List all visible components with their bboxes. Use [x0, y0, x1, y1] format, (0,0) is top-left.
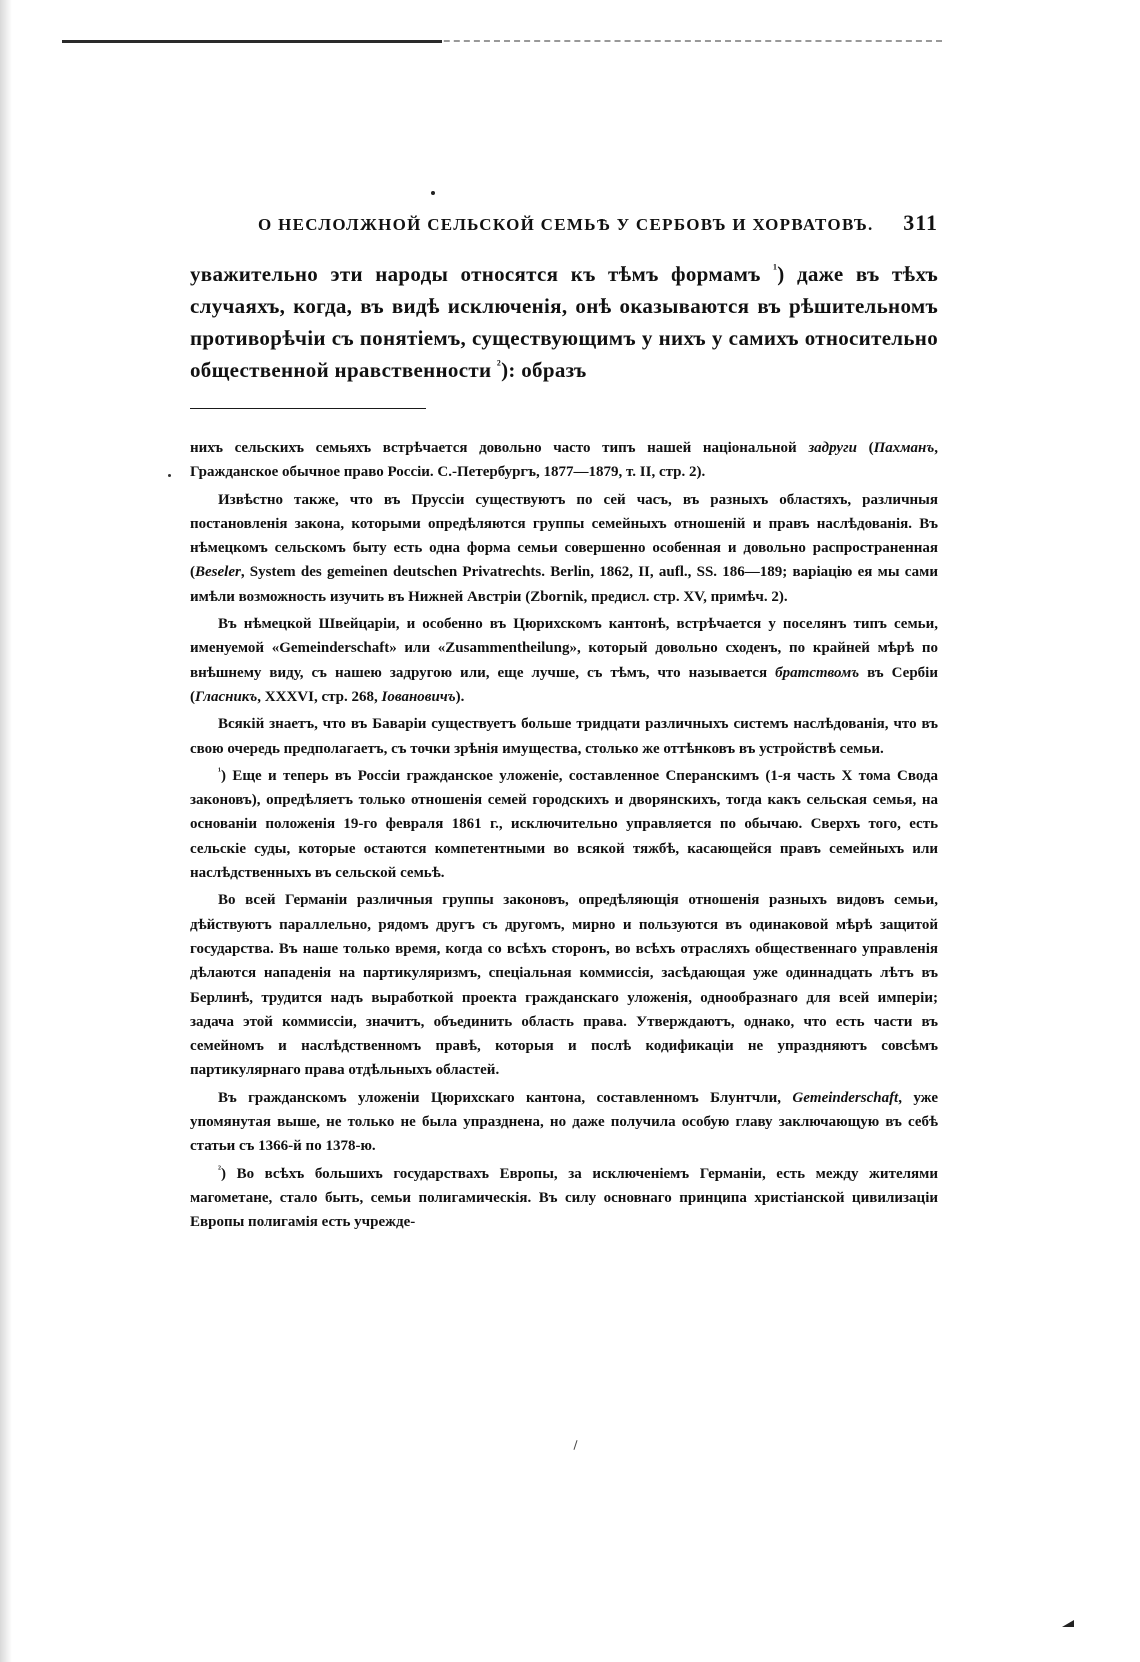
source-name: Гласникъ — [195, 688, 258, 705]
footnote-marker-2: ² — [218, 1163, 221, 1175]
stray-ink-mark — [573, 1440, 577, 1450]
italic-term: братствомъ — [775, 664, 860, 681]
page-header — [258, 210, 938, 236]
footnote-separator — [190, 408, 426, 409]
footnote-marker-1: ¹ — [218, 765, 221, 777]
main-text-block — [190, 258, 938, 386]
author-name: Іовановичъ — [381, 688, 456, 705]
scan-edge-shadow — [0, 0, 12, 1662]
note-paragraph: Во всей Германіи различныя группы законовъ, опредѣляющія отношенія разныхъ видовъ семьи, дѣйствуютъ параллельно, рядомъ другъ съ другомъ, мирно и пользуются въ одинаковой мѣрѣ защитой государства. Въ наше только время, когда со всѣхъ сторонъ, во всѣхъ отрасляхъ общественнаго управленія дѣлаются нападенія на партикуляризмъ, спеціальная коммиссія, засѣдающая уже одиннадцать лѣтъ въ Берлинѣ, трудится надъ выработкой проекта гражданскаго уложенія, однообразнаго для всей имперіи; задача этой коммиссіи, значитъ, объединить область права. Утверждаютъ, однако, что есть части въ семейномъ и наслѣдственномъ правѣ, которыя и послѣ кодификаціи не упраздняютъ совсѣмъ партикулярнаго права отдѣльныхъ областей. — [190, 892, 938, 1079]
margin-mark — [168, 474, 171, 477]
top-scan-rule-solid — [62, 40, 442, 43]
footnotes-block — [190, 436, 938, 1238]
note-paragraph: Всякій знаетъ, что въ Баваріи существуетъ больше тридцати различныхъ системъ наслѣдованія, что въ свою очередь предполагаетъ, съ точки зрѣнія имущества, столько же оттѣнковъ въ устройствѣ семьи. — [190, 716, 938, 757]
author-name: Пахманъ — [873, 440, 935, 456]
author-name: Beseler — [195, 564, 241, 581]
note-paragraph: Въ нѣмецкой Швейцаріи, и особенно въ Цюрихскомъ кантонѣ, встрѣчается у поселянъ типъ семьи, именуемой «Gemeinderschaft» или «Zusammentheilung», который довольно сходенъ, по крайней мѣрѣ по внѣшнему виду, съ нашею задругою или, еще лучше, съ тѣмъ, что называется братствомъ въ Сербіи (Гласникъ, XXXVI, стр. 268, Іовановичъ). — [190, 616, 938, 705]
note-paragraph: Въ гражданскомъ уложеніи Цюрихскаго кантона, составленномъ Блунтчли, Gemeinderschaft, уже упомянутая выше, не только не была упразднена, но даже получила особую главу заключающую въ себѣ статьи съ 1366-й по 1378-ю. — [190, 1089, 938, 1155]
footnote-1: $^{^1}$) Еще и теперь въ Россіи гражданское уложеніе, составленное Сперанскимъ (1-я часть X тома Свода законовъ), опредѣляетъ только отношенія семей городскихъ и дворянскихъ, тогда какъ сельская семья, на основаніи положенія 19-го февраля 1861 г., исключительно управляется по обычаю. Сверхъ того, есть сельскіе суды, которые остаются компетентными во всякой тяжбѣ, касающейся правъ семейныхъ или наслѣдственныхъ въ сельской семьѣ. — [190, 765, 938, 882]
italic-term: Gemeinderschaft — [792, 1089, 899, 1106]
page-number: 311 — [903, 210, 938, 235]
italic-term: задруги — [808, 440, 857, 456]
main-text-part: ) даже въ тѣхъ случаяхъ, когда, въ видѣ исключенія, онѣ оказываются въ рѣшительномъ противорѣчіи съ понятіемъ, существующимъ у нихъ у самихъ относительно общественной нравственности — [190, 262, 938, 382]
footnote-2: $^{^2}$) Во всѣхъ большихъ государствахъ Европы, за исключеніемъ Германіи, есть между жителями магометане, стало быть, семьи полигамическія. Въ силу основнаго принципа христіанской цивилизаціи Европы полигамія есть учрежде- — [190, 1163, 938, 1231]
main-text-part: уважительно эти народы относятся къ тѣмъ формамъ — [190, 262, 774, 286]
running-title: О НЕСЛОЛЖНОЙ СЕЛЬСКОЙ СЕМЬѢ У СЕРБОВЪ И ХОРВАТОВЪ. — [258, 215, 874, 234]
footnote-ref-1[interactable]: ¹ — [773, 261, 778, 276]
note-paragraph: Извѣстно также, что въ Пруссіи существуютъ по сей часъ, въ разныхъ областяхъ, различныя постановленія закона, которыми опредѣляются группы семейныхъ отношеній и правъ наслѣдованія. Въ нѣмецкомъ сельскомъ быту есть одна форма семьи совершенно особенная и довольно распространенная (Beseler, System des gemeinen deutschen Privatrechts. Berlin, 1862, II, aufl., SS. 186—189; варіацію ея мы сами имѣли возможность изучить въ Нижней Австріи (Zbornik, предисл. стр. XV, примѣч. 2). — [190, 491, 938, 605]
corner-scan-mark — [1062, 1620, 1074, 1627]
note-paragraph: нихъ сельскихъ семьяхъ встрѣчается довольно часто типъ нашей національной задруги (Пахманъ, Гражданское обычное право Россіи. С.-Петербургъ, 1877—1879, т. II, стр. 2). — [190, 440, 938, 481]
footnote-ref-2[interactable]: ² — [496, 357, 502, 372]
main-text-part: ): образъ — [501, 358, 587, 382]
ink-dot — [431, 191, 435, 195]
